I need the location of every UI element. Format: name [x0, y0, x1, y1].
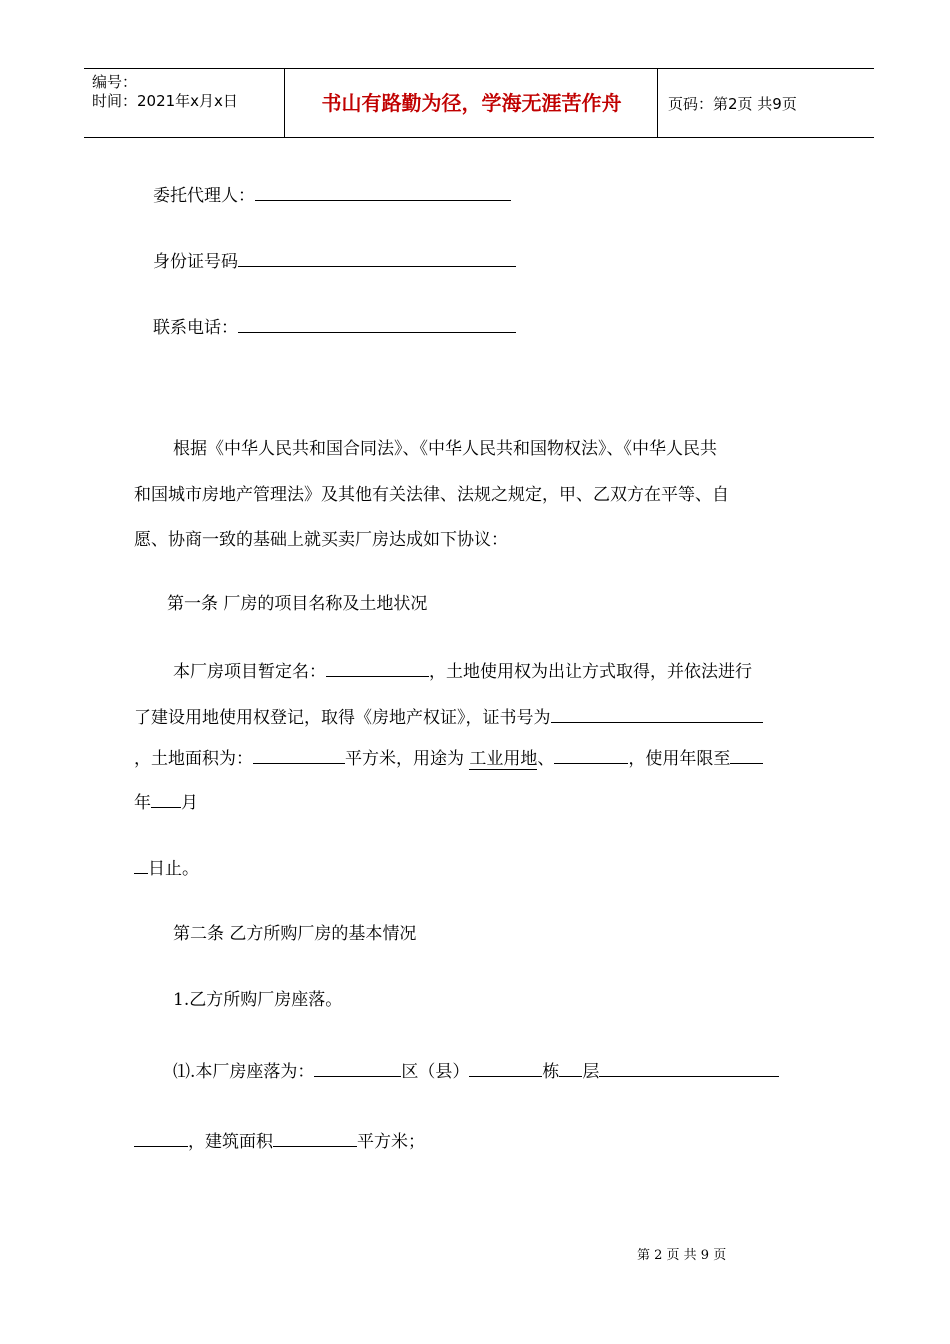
month-blank [151, 790, 181, 808]
land-use-label: 平方米，用途为 [345, 749, 470, 769]
land-area-label: ，土地面积为： [134, 749, 253, 769]
separator: 、 [537, 749, 555, 769]
phone-blank [238, 315, 516, 333]
agent-blank [255, 183, 511, 201]
id-blank [238, 249, 516, 267]
building-blank [469, 1059, 542, 1077]
floor-label: 层 [582, 1062, 600, 1082]
unit-blank [134, 1129, 188, 1147]
district-label: 区（县） [401, 1062, 470, 1082]
term-blank [730, 746, 763, 764]
article-2-item-1: 1.乙方所购厂房座落。 [173, 990, 343, 1010]
certificate-blank [551, 705, 763, 723]
location-line [173, 1059, 779, 1083]
intro-line-1: 根据《中华人民共和国合同法》、《中华人民共和国物权法》、《中华人民共 [173, 439, 717, 459]
location-label: ⑴.本厂房座落为： [173, 1062, 315, 1082]
article-2-title: 第二条 乙方所购厂房的基本情况 [173, 924, 417, 944]
header-motto: 书山有路勤为径，学海无涯苦作舟 [321, 91, 622, 115]
agent-field [153, 183, 511, 207]
article-1-line-4 [134, 790, 198, 814]
certificate-label: 了建设用地使用权登记，取得《房地产权证》，证书号为 [134, 708, 551, 728]
article-1-line-1 [173, 659, 752, 683]
building-label: 栋 [542, 1062, 560, 1082]
land-use-value: 工业用地 [469, 749, 538, 769]
phone-label: 联系电话： [153, 318, 238, 338]
document-header [84, 68, 874, 138]
floor-blank [559, 1059, 582, 1077]
month-label: 月 [181, 793, 198, 813]
building-area-unit: 平方米； [357, 1132, 425, 1152]
id-field [153, 249, 516, 273]
land-use-blank [554, 746, 628, 764]
article-1-line-3 [134, 746, 763, 770]
header-page-label: 页码：第2页 共9页 [668, 95, 797, 113]
floor-detail-blank [599, 1059, 779, 1077]
day-label: 日止。 [148, 859, 199, 879]
id-label: 身份证号码 [153, 252, 238, 272]
intro-line-2: 和国城市房地产管理法》及其他有关法律、法规之规定，甲、乙双方在平等、自 [134, 485, 729, 505]
project-name-blank [326, 659, 429, 677]
term-label: ，使用年限至 [628, 749, 731, 769]
land-right-text: ，土地使用权为出让方式取得，并依法进行 [429, 662, 752, 682]
year-label: 年 [134, 793, 151, 813]
day-blank [134, 856, 148, 874]
phone-field [153, 315, 516, 339]
land-area-blank [253, 746, 345, 764]
project-name-label: 本厂房项目暂定名： [173, 662, 326, 682]
article-1-line-2 [134, 705, 763, 729]
area-line [134, 1129, 425, 1153]
district-blank [314, 1059, 401, 1077]
serial-label: 编号： [92, 73, 138, 91]
page-footer: 第 2 页 共 9 页 [637, 1248, 727, 1263]
time-label: 时间：2021年x月x日 [92, 92, 238, 110]
article-1-line-5 [134, 856, 199, 880]
agent-label: 委托代理人： [153, 186, 255, 206]
building-area-blank [273, 1129, 357, 1147]
building-area-label: ，建筑面积 [188, 1132, 273, 1152]
header-divider [284, 69, 285, 137]
article-1-title: 第一条 厂房的项目名称及土地状况 [167, 594, 428, 614]
intro-line-3: 愿、协商一致的基础上就买卖厂房达成如下协议： [134, 530, 508, 550]
header-divider [657, 69, 658, 137]
